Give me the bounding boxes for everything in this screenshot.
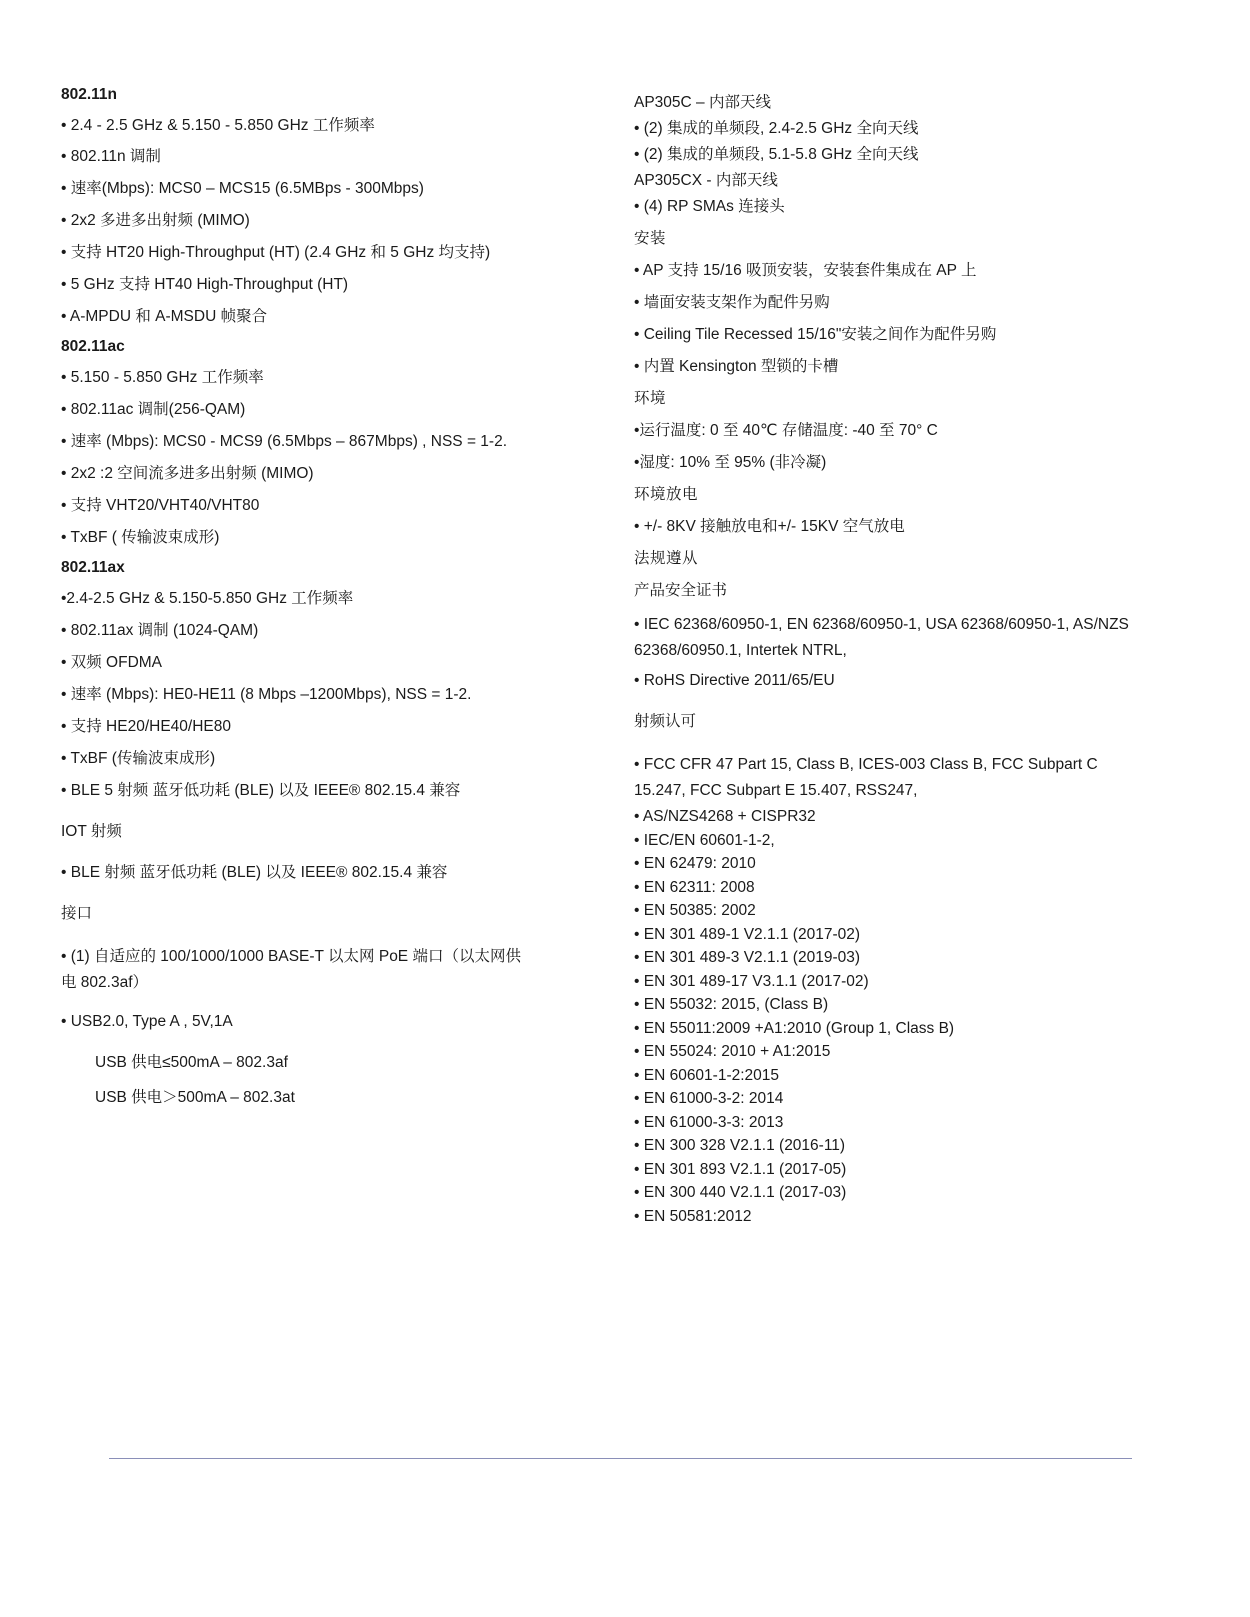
list-item: • 支持 HE20/HE40/HE80 (61, 716, 581, 738)
list-item: • Ceiling Tile Recessed 15/16"安装之间作为配件另购 (634, 324, 1154, 346)
list-item: • 802.11ac 调制(256-QAM) (61, 399, 581, 421)
list-item: • 内置 Kensington 型锁的卡槽 (634, 356, 1154, 378)
list-item: • EN 62311: 2008 (634, 876, 1154, 900)
heading-environment: 环境 (634, 390, 667, 407)
list-item: • (4) RP SMAs 连接头 (634, 196, 1154, 218)
list-802-11n (61, 115, 581, 328)
rf-list (634, 805, 1154, 1228)
list-item: • 速率 (Mbps): MCS0 - MCS9 (6.5Mbps – 867Mbps) , NSS = 1-2. (61, 431, 581, 453)
list-item: • EN 62479: 2010 (634, 852, 1154, 876)
rf-title: 射频认可 (634, 713, 697, 730)
list-item: • BLE 5 射频 蓝牙低功耗 (BLE) 以及 IEEE® 802.15.4 兼容 (61, 780, 581, 802)
list-item: • 速率(Mbps): MCS0 – MCS15 (6.5MBps - 300Mbps) (61, 178, 581, 200)
heading-802-11ac: 802.11ac (61, 338, 125, 355)
list-item: • +/- 8KV 接触放电和+/- 15KV 空气放电 (634, 516, 1154, 538)
list-item: • AP 支持 15/16 吸顶安装，安装套件集成在 AP 上 (634, 260, 1154, 282)
usb-power-line: USB 供电≤500mA – 802.3af (95, 1054, 288, 1071)
list-item: • 5.150 - 5.850 GHz 工作频率 (61, 367, 581, 389)
list-item: •运行温度: 0 至 40℃ 存储温度: -40 至 70° C (634, 422, 938, 439)
footer-divider (109, 1458, 1132, 1459)
list-item: • EN 50581:2012 (634, 1205, 1154, 1229)
heading-esd: 环境放电 (634, 486, 699, 503)
safety-title: 产品安全证书 (634, 582, 728, 599)
heading-iot: IOT 射频 (61, 823, 122, 840)
list-item: • EN 50385: 2002 (634, 899, 1154, 923)
list-item: • TxBF (传输波束成形) (61, 748, 581, 770)
ap305cx-title: AP305CX - 内部天线 (634, 172, 778, 189)
list-item: • 2x2 多进多出射频 (MIMO) (61, 210, 581, 232)
list-item: • (2) 集成的单频段, 2.4-2.5 GHz 全向天线 (634, 118, 1154, 140)
list-item: • 速率 (Mbps): HE0-HE11 (8 Mbps –1200Mbps), NSS = 1-2. (61, 684, 581, 706)
list-item: • (1) 自适应的 100/1000/1000 BASE-T 以太网 PoE 端口（以太网供电 802.3af） (61, 944, 531, 996)
list-item: • EN 55011:2009 +A1:2010 (Group 1, Class B) (634, 1017, 1154, 1041)
list-item: • 5 GHz 支持 HT40 High-Throughput (HT) (61, 274, 581, 296)
list-item: • EN 300 440 V2.1.1 (2017-03) (634, 1181, 1154, 1205)
list-item: • 双频 OFDMA (61, 652, 581, 674)
list-item: • 支持 VHT20/VHT40/VHT80 (61, 495, 581, 517)
list-item: • EN 301 489-1 V2.1.1 (2017-02) (634, 923, 1154, 947)
list-item: • IEC/EN 60601-1-2, (634, 829, 1154, 853)
list-item: • 2x2 :2 空间流多进多出射频 (MIMO) (61, 463, 581, 485)
list-item: • 支持 HT20 High-Throughput (HT) (2.4 GHz 和 5 GHz 均支持) (61, 242, 581, 264)
list-item: • 2.4 - 2.5 GHz & 5.150 - 5.850 GHz 工作频率 (61, 115, 581, 137)
list-item: • (2) 集成的单频段, 5.1-5.8 GHz 全向天线 (634, 144, 1154, 166)
list-item: • USB2.0, Type A , 5V,1A (61, 1011, 581, 1033)
list-item: • BLE 射频 蓝牙低功耗 (BLE) 以及 IEEE® 802.15.4 兼容 (61, 862, 581, 884)
list-802-11ac (61, 367, 581, 549)
heading-install: 安装 (634, 230, 667, 247)
list-item: • 墙面安装支架作为配件另购 (634, 292, 1154, 314)
list-item: • EN 61000-3-2: 2014 (634, 1087, 1154, 1111)
list-802-11ax (61, 588, 581, 802)
list-item: • A-MPDU 和 A-MSDU 帧聚合 (61, 306, 581, 328)
list-item: • EN 301 489-17 V3.1.1 (2017-02) (634, 970, 1154, 994)
usb-power-line: USB 供电＞500mA – 802.3at (95, 1089, 295, 1106)
list-item: • EN 55024: 2010 + A1:2015 (634, 1040, 1154, 1064)
list-item: • AS/NZS4268 + CISPR32 (634, 805, 1154, 829)
list-item: •2.4-2.5 GHz & 5.150-5.850 GHz 工作频率 (61, 590, 354, 607)
right-column (634, 92, 1154, 1228)
list-item: • IEC 62368/60950-1, EN 62368/60950-1, USA 62368/60950-1, AS/NZS 62368/60950.1, Intertek NTRL, (634, 612, 1134, 664)
list-item: • EN 301 893 V2.1.1 (2017-05) (634, 1158, 1154, 1182)
heading-802-11n: 802.11n (61, 86, 118, 103)
list-item: • TxBF ( 传输波束成形) (61, 527, 581, 549)
list-item: • EN 55032: 2015, (Class B) (634, 993, 1154, 1017)
list-item: • EN 300 328 V2.1.1 (2016-11) (634, 1134, 1154, 1158)
list-item: • 802.11n 调制 (61, 146, 581, 168)
list-item: •湿度: 10% 至 95% (非冷凝) (634, 454, 827, 471)
left-column (61, 84, 581, 1109)
heading-compliance: 法规遵从 (634, 550, 699, 567)
list-item: • EN 60601-1-2:2015 (634, 1064, 1154, 1088)
list-item: • FCC CFR 47 Part 15, Class B, ICES-003 Class B, FCC Subpart C 15.247, FCC Subpart E 15.407, RSS247, (634, 752, 1104, 804)
list-item: • EN 61000-3-3: 2013 (634, 1111, 1154, 1135)
ap305c-title: AP305C – 内部天线 (634, 94, 771, 111)
list-item: • 802.11ax 调制 (1024-QAM) (61, 620, 581, 642)
heading-interface: 接口 (61, 905, 93, 922)
list-item: • RoHS Directive 2011/65/EU (634, 670, 1154, 692)
list-item: • EN 301 489-3 V2.1.1 (2019-03) (634, 946, 1154, 970)
heading-802-11ax: 802.11ax (61, 559, 125, 576)
